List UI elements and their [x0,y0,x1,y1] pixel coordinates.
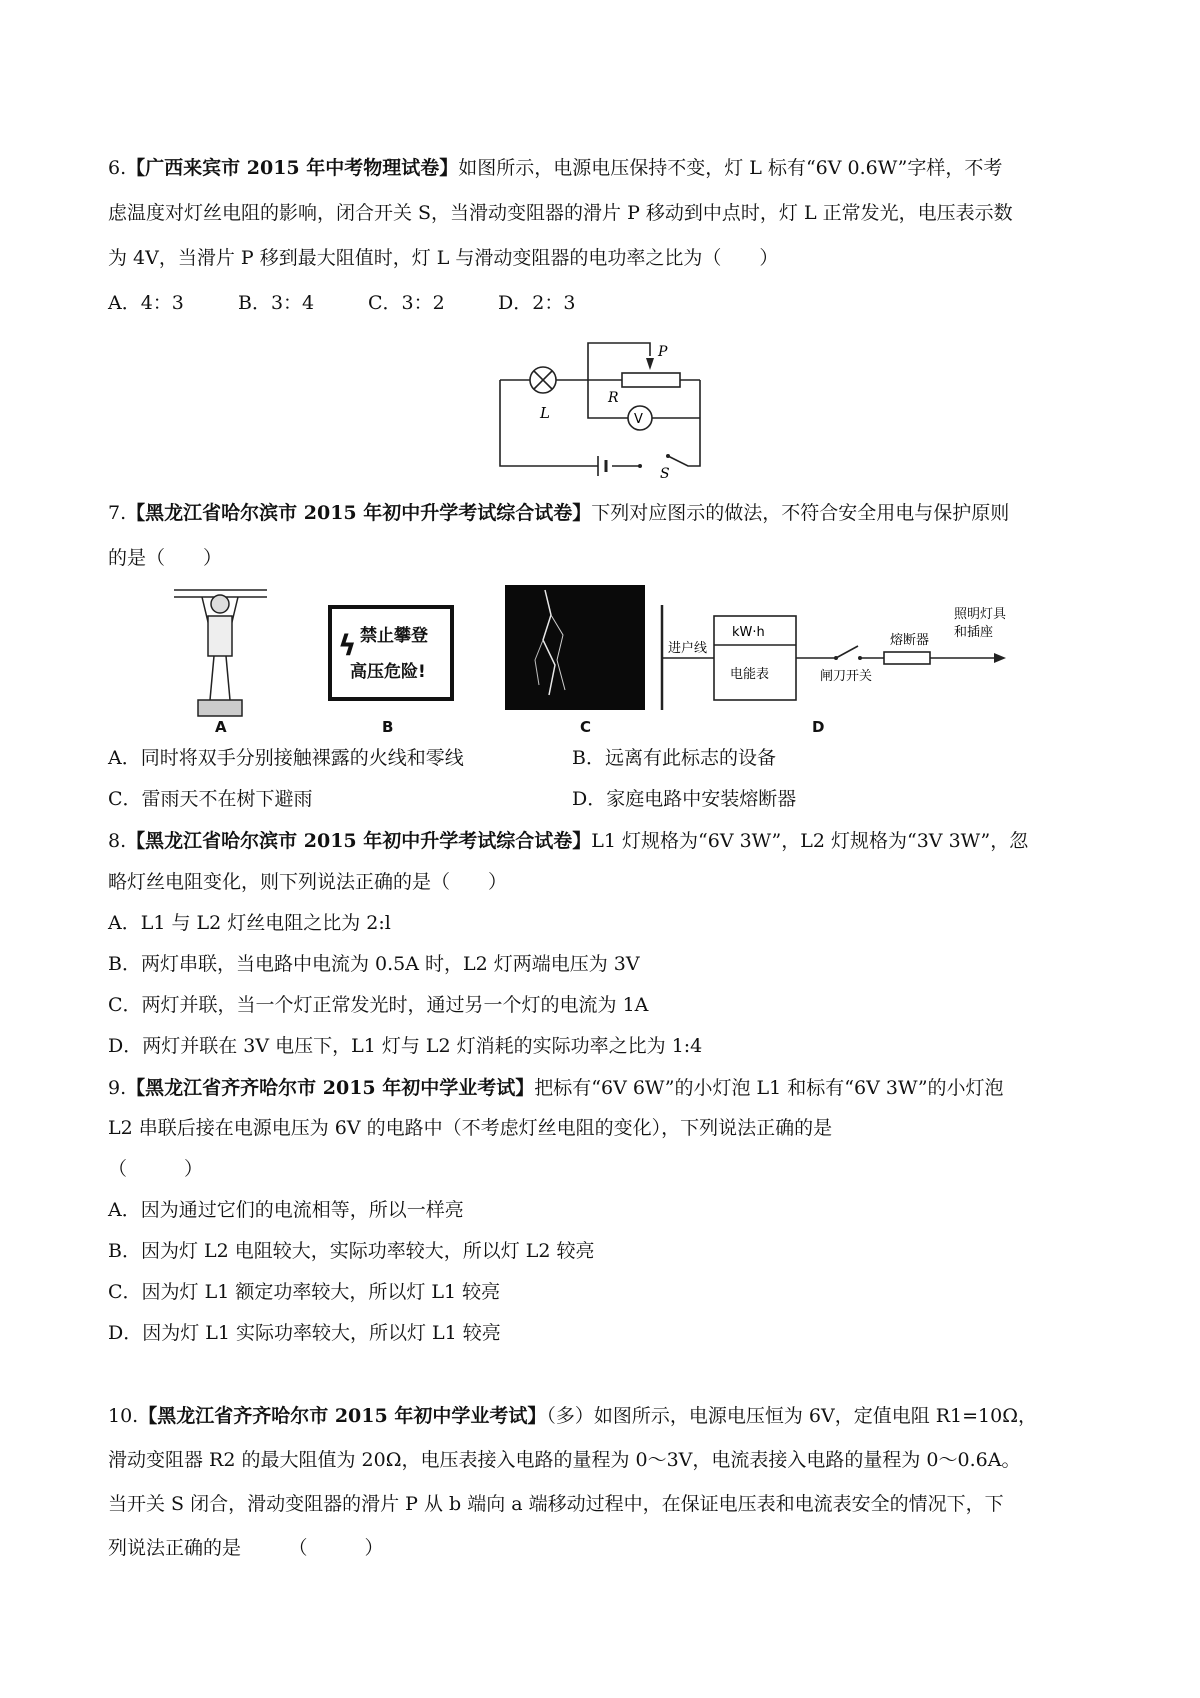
q10-line-1 [108,1403,1037,1429]
q7-option-d: D．家庭电路中安装熔断器 [572,788,797,810]
q7-label-fuse: 熔断器 [890,633,930,648]
q7-number: 7. [108,502,127,524]
q7-source: 【黑龙江省哈尔滨市 2015 年初中升学考试综合试卷】 [126,502,592,524]
q10-line-4: 列说法正确的是 （ ） [108,1537,384,1559]
q6-option-d: D．2：3 [498,292,576,314]
q9-number: 9. [108,1077,127,1099]
q8-line-1 [108,828,1028,854]
slider-arrow-icon [646,358,654,370]
q7-figure-c [505,585,645,710]
q6-line-3: 为 4V，当滑片 P 移到最大阻值时，灯 L 与滑动变阻器的电功率之比为（ ） [108,247,779,269]
q10-text-1: （多）如图所示，电源电压恒为 6V，定值电阻 R1=10Ω， [546,1405,1037,1427]
q9-text-1: 把标有“6V 6W”的小灯泡 L1 和标有“6V 3W”的小灯泡 [534,1077,1004,1099]
q7-option-c: C．雷雨天不在树下避雨 [108,788,313,810]
q6-option-a: A．4：3 [108,292,184,314]
q9-option-c: C．因为灯 L1 额定功率较大，所以灯 L1 较亮 [108,1281,501,1303]
q7-caption-d: D [812,718,825,736]
q8-source: 【黑龙江省哈尔滨市 2015 年初中升学考试综合试卷】 [126,830,592,852]
q9-line-3: （ ） [108,1158,204,1180]
lightning-icon: ϟ [338,629,357,662]
q7-figure-d [658,600,1030,712]
q6-label-resistor: R [608,390,619,406]
q9-option-b: B．因为灯 L2 电阻较大，实际功率较大，所以灯 L2 较亮 [108,1240,595,1262]
q9-option-d: D．因为灯 L1 实际功率较大，所以灯 L1 较亮 [108,1322,501,1344]
q7-line-1 [108,500,1009,526]
q7-label-switch: 闸刀开关 [820,669,873,684]
q8-text-1: L1 灯规格为“6V 3W”，L2 灯规格为“3V 3W”，忽 [591,830,1029,852]
q6-source: 【广西来宾市 2015 年中考物理试卷】 [126,157,459,179]
q6-text-1: 如图所示，电源电压保持不变，灯 L 标有“6V 0.6W”字样，不考 [458,157,1003,179]
q10-source: 【黑龙江省齐齐哈尔市 2015 年初中学业考试】 [138,1405,547,1427]
q6-label-lamp: L [540,404,550,422]
q7-label-load-2: 和插座 [954,625,994,640]
q6-label-slider: P [658,344,668,360]
q9-line-1 [108,1075,1004,1101]
q7-caption-a: A [215,718,227,736]
q6-label-switch: S [660,466,670,480]
q7-label-meter: 电能表 [730,667,770,682]
q7-label-meter-unit: kW·h [732,625,765,640]
q8-line-2: 略灯丝电阻变化，则下列说法正确的是（ ） [108,871,508,893]
q8-option-b: B．两灯串联，当电路中电流为 0.5A 时，L2 灯两端电压为 3V [108,953,640,975]
q7-figure-a [172,582,272,722]
q8-option-a: A．L1 与 L2 灯丝电阻之比为 2:l [108,912,391,934]
q10-line-2: 滑动变阻器 R2 的最大阻值为 20Ω，电压表接入电路的量程为 0～3V，电流表接入电路的量程为 0～0.6A。 [108,1449,1021,1471]
q7-line-2: 的是（ ） [108,547,223,569]
q6-line-1 [108,155,1002,181]
q7-caption-b: B [382,718,394,736]
q9-option-a: A．因为通过它们的电流相等，所以一样亮 [108,1199,464,1221]
q6-label-meter: V [634,412,643,427]
q6-number: 6. [108,157,127,179]
q6-option-b: B．3：4 [238,292,315,314]
q10-line-3: 当开关 S 闭合，滑动变阻器的滑片 P 从 b 端向 a 端移动过程中，在保证电压表和电流表安全的情况下，下 [108,1493,1004,1515]
q7-sign-line-2: 高压危险! [350,662,426,682]
q8-option-d: D．两灯并联在 3V 电压下，L1 灯与 L2 灯消耗的实际功率之比为 1:4 [108,1035,703,1057]
q7-caption-c: C [580,718,592,736]
q7-label-inlet: 进户线 [668,641,708,656]
q7-label-load: 照明灯具 [954,607,1007,622]
q8-number: 8. [108,830,127,852]
q8-option-c: C．两灯并联，当一个灯正常发光时，通过另一个灯的电流为 1A [108,994,649,1016]
q10-number: 10. [108,1405,139,1427]
q6-line-2: 虑温度对灯丝电阻的影响，闭合开关 S，当滑动变阻器的滑片 P 移动到中点时，灯 L 正常发光，电压表示数 [108,202,1013,224]
q7-text-1: 下列对应图示的做法，不符合安全用电与保护原则 [591,502,1010,524]
q7-option-a: A．同时将双手分别接触裸露的火线和零线 [108,747,464,769]
q9-line-2: L2 串联后接在电源电压为 6V 的电路中（不考虑灯丝电阻的变化），下列说法正确的是 [108,1117,833,1139]
arrow-right-icon [994,653,1006,663]
q7-figure-b [328,605,454,701]
q9-source: 【黑龙江省齐齐哈尔市 2015 年初中学业考试】 [126,1077,535,1099]
q6-circuit-diagram [490,338,720,480]
q7-sign-line-1: 禁止攀登 [360,626,428,646]
q7-option-b: B．远离有此标志的设备 [572,747,776,769]
q6-option-c: C．3：2 [368,292,445,314]
